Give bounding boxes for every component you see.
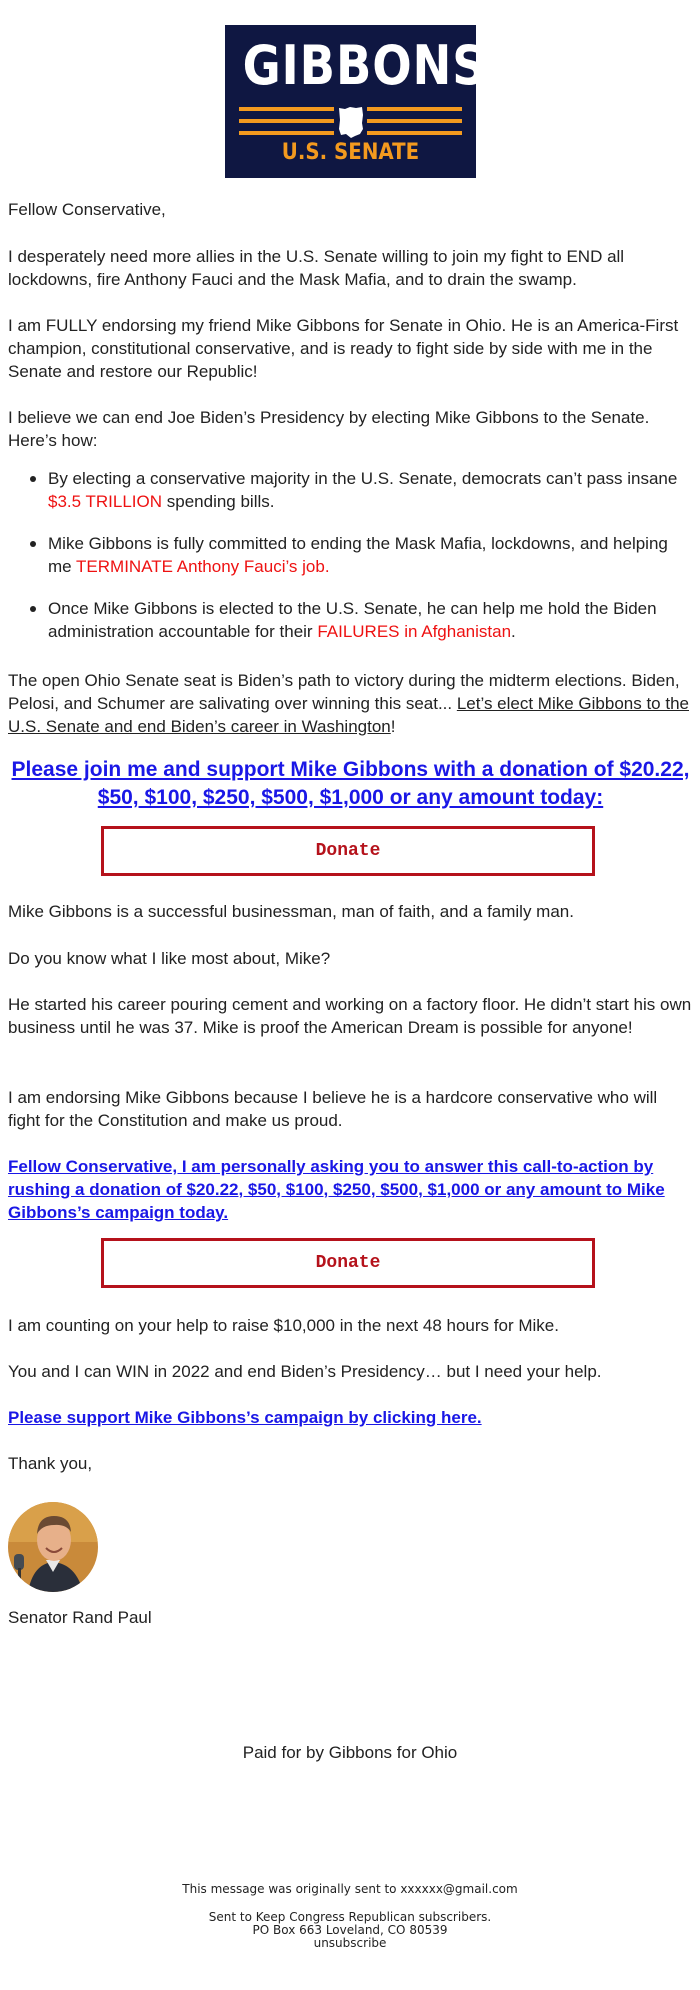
avatar bbox=[8, 1502, 98, 1592]
paragraph-10: You and I can WIN in 2022 and end Biden’s Presidency… but I need your help. bbox=[8, 1362, 602, 1381]
paragraph-2: I am FULLY endorsing my friend Mike Gibbons for Senate in Ohio. He is an America-First champion, constitutional conservative, and is ready to fight side by side with me in the Senate and restore our Republic! bbox=[8, 316, 679, 381]
unsubscribe-link[interactable]: unsubscribe bbox=[313, 1936, 387, 1950]
paragraph-3: I believe we can end Joe Biden’s Presidency by electing Mike Gibbons to the Senate. Here’s how: bbox=[8, 408, 650, 450]
signature: Senator Rand Paul bbox=[8, 1608, 152, 1627]
paid-for-disclaimer: Paid for by Gibbons for Ohio bbox=[242, 1743, 458, 1762]
paragraph-1: I desperately need more allies in the U.S. Senate willing to join my fight to END all lockdowns, fire Anthony Fauci and the Mask Mafia, and to drain the swamp. bbox=[8, 247, 625, 289]
list-item: Once Mike Gibbons is elected to the U.S. Senate, he can help me hold the Biden administration accountable for their FAILURES in Afghanistan. bbox=[8, 597, 688, 643]
footer-address: PO Box 663 Loveland, CO 80539 bbox=[252, 1923, 448, 1937]
list-item: By electing a conservative majority in the U.S. Senate, democrats can’t pass insane $3.5 TRILLION spending bills. bbox=[8, 467, 688, 513]
paragraph-4: The open Ohio Senate seat is Biden’s path to victory during the midterm elections. Biden, Pelosi, and Schumer are salivating over winning this seat... Let’s elect Mike Gibbons to the U.S. Senate and end Biden’s career in Washington! bbox=[8, 671, 689, 736]
ohio-stripes-icon bbox=[239, 105, 462, 139]
paragraph-5: Mike Gibbons is a successful businessman, man of faith, and a family man. bbox=[8, 902, 574, 921]
list-item: Mike Gibbons is fully committed to ending the Mask Mafia, lockdowns, and helping me TERMINATE Anthony Fauci’s job. bbox=[8, 532, 688, 578]
donation-cta-link[interactable]: Please join me and support Mike Gibbons with a donation of $20.22, $50, $100, $250, $500, $1,000 or any amount today: bbox=[11, 758, 690, 809]
gibbons-logo bbox=[225, 25, 487, 178]
footer-subscribers: Sent to Keep Congress Republican subscribers. bbox=[208, 1910, 492, 1924]
logo-title: GIBBONS bbox=[242, 34, 487, 97]
greeting: Fellow Conservative, bbox=[8, 200, 166, 219]
logo-subtitle: U.S. SENATE bbox=[281, 140, 420, 165]
paragraph-7: He started his career pouring cement and working on a factory floor. He didn’t start his own business until he was 37. Mike is proof the American Dream is possible for anyone! bbox=[8, 995, 692, 1037]
footer-sent-to: This message was originally sent to xxxxxx@gmail.com bbox=[182, 1882, 518, 1896]
paragraph-8: I am endorsing Mike Gibbons because I believe he is a hardcore conservative who will fight for the Constitution and make us proud. bbox=[8, 1088, 658, 1130]
reasons-list bbox=[8, 467, 688, 662]
paragraph-9: I am counting on your help to raise $10,000 in the next 48 hours for Mike. bbox=[8, 1316, 559, 1335]
elect-mike-link[interactable]: Let’s elect Mike Gibbons to the U.S. Senate and end Biden’s career in Washington bbox=[8, 694, 689, 736]
donate-button[interactable]: Donate bbox=[101, 1238, 595, 1288]
support-campaign-link[interactable]: Please support Mike Gibbons’s campaign by clicking here. bbox=[8, 1408, 482, 1427]
donate-button[interactable]: Donate bbox=[101, 826, 595, 876]
paragraph-6: Do you know what I like most about, Mike? bbox=[8, 949, 331, 968]
call-to-action-link[interactable]: Fellow Conservative, I am personally asking you to answer this call-to-action by rushing a donation of $20.22, $50, $100, $250, $500, $1,000 or any amount to Mike Gibbons’s campaign today. bbox=[8, 1157, 665, 1222]
signoff: Thank you, bbox=[8, 1454, 93, 1473]
